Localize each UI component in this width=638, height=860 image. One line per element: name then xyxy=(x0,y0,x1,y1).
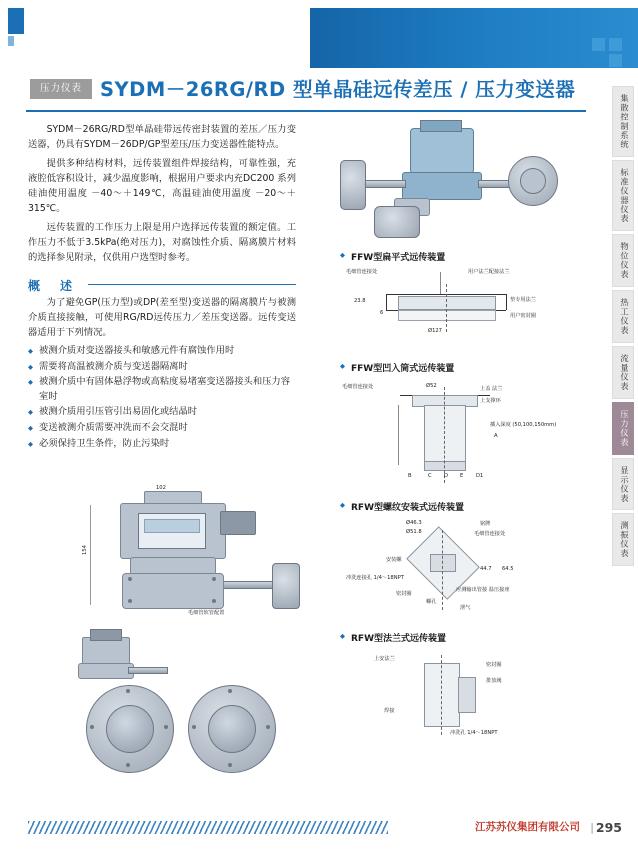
figure-3-label-6: 44.7 xyxy=(480,566,492,572)
fig2-insert-tip xyxy=(424,461,466,471)
figure-3-drawing xyxy=(340,516,558,626)
sidebar-item-pressure[interactable]: 压力仪表 xyxy=(612,402,634,455)
figure-4-label-4: 焊接 xyxy=(384,708,395,714)
sidebar-item-display[interactable]: 显示仪表 xyxy=(612,458,634,511)
figure-3-label-11: 泄气 xyxy=(460,605,471,611)
figure-2-label-1: Ø52 xyxy=(426,383,437,389)
side-tab-rail xyxy=(612,86,634,569)
dimension-label-top: 102 xyxy=(156,485,166,491)
product-housing xyxy=(410,128,474,174)
bolt-icon xyxy=(128,577,132,581)
capillary-note-label: 毛细管软管配置 xyxy=(188,610,225,616)
company-name: 江苏苏仪集团有限公司 xyxy=(475,821,580,833)
dimension-label: 154 xyxy=(81,545,88,555)
measuring-cell xyxy=(122,573,224,609)
condition-list xyxy=(28,344,296,451)
section-heading xyxy=(28,275,296,292)
footer-hatch-decoration xyxy=(28,821,388,834)
sidebar-item-standard-instruments[interactable]: 标准仪器仪表 xyxy=(612,160,634,231)
bolt-icon xyxy=(90,725,94,729)
figure-1-label-5: 用户密封圈 xyxy=(510,313,536,319)
fig1-centerline xyxy=(446,284,447,332)
sidebar-item-vibration[interactable]: 测振仪表 xyxy=(612,513,634,566)
fig1-line-right xyxy=(506,294,507,310)
figure-3-label-5: 冲洗连接孔 1/4～18NPT xyxy=(346,575,404,581)
product-measuring-cell xyxy=(402,172,482,200)
fig3-centerline xyxy=(442,530,443,610)
intro-paragraph-2: 提供多种结构材料，远传装置组件焊接结构，可靠性强，充液腔低容积设计，减少温度影响，根据用户要求内充DC200 系列硅油使用温度 －40～＋149℃，高温硅油使用温度 －20～＋315℃。 xyxy=(28,158,296,214)
figure-4-label-0: 上安法兰 xyxy=(374,656,395,662)
figure-2-label-10: D1 xyxy=(476,473,484,479)
fig2-centerline xyxy=(444,387,445,483)
header-square-1 xyxy=(592,38,605,51)
section-heading-label: 概 述 xyxy=(28,279,77,293)
product-seal-bottom xyxy=(374,206,420,238)
page-footer xyxy=(0,812,638,834)
figure-3-label-7: 64.5 xyxy=(502,566,514,572)
bolt-icon xyxy=(126,689,130,693)
fig2-insert-tube xyxy=(424,405,466,463)
figure-caption-4: ◆ RFW型法兰式远传装置 xyxy=(340,631,558,644)
page-title: SYDM－26RG/RD 型单晶硅远传差压 / 压力变送器 xyxy=(100,78,576,101)
transmitter-terminal-box xyxy=(220,511,256,535)
capillary-tube-side xyxy=(128,667,168,674)
intro-paragraph-1: SYDM－26RG/RD型单晶硅带远传密封装置的差压／压力变送器，仍具有SYDM－26DP/GP型差压/压力变送器性能特点。 xyxy=(28,124,296,150)
footer-separator: | xyxy=(590,821,594,834)
header-blue-block xyxy=(310,8,638,68)
bolt-icon xyxy=(126,763,130,767)
list-item: ◆ 被测介质用引压管引出易固化或结晶时 xyxy=(28,405,296,420)
header-square-2 xyxy=(609,38,622,51)
figure-2-label-7: C xyxy=(428,473,432,479)
fig2-dim-line xyxy=(398,405,399,465)
figure-1-label-6: 6 xyxy=(380,310,384,316)
list-item: ◆ 被测介质对变送器接头和敏感元件有腐蚀作用时 xyxy=(28,344,296,359)
transmitter-lcd xyxy=(144,519,200,533)
dimension-line-vertical xyxy=(90,505,91,605)
figure-4-label-1: 密封圈 xyxy=(486,662,502,668)
figure-1-label-1: 用户法兰配接法兰 xyxy=(468,269,510,275)
diaphragm-1 xyxy=(106,705,154,753)
fig1-line-left xyxy=(386,294,387,310)
category-tag: 压力仪表 xyxy=(30,79,92,99)
title-row xyxy=(30,76,576,110)
bolt-icon xyxy=(228,689,232,693)
figure-caption-3: ◆ RFW型螺纹安装式远传装置 xyxy=(340,500,558,513)
figure-2-label-4: 插入深度 (50,100,150mm) xyxy=(490,422,557,428)
remote-seal-flange xyxy=(272,563,300,609)
figure-2-label-5: A xyxy=(494,433,498,439)
section-intro-paragraph: 为了避免GP(压力型)或DP(差至型)变送器的隔离膜片与被测介质直接接触，可使用RG/RD远传压力／差压变送器。远传变送器适用于下列情况。 xyxy=(28,297,296,338)
transmitter-drawing xyxy=(60,485,300,785)
fig3-diaphragm xyxy=(430,554,456,572)
fig1-gasket xyxy=(398,310,496,321)
figure-caption-2: ◆ FFW型凹入筒式远传装置 xyxy=(340,361,558,374)
figure-1-label-0: 毛细管连接处 xyxy=(346,269,378,275)
figure-4-label-2: 排放阀 xyxy=(486,678,502,684)
bolt-icon xyxy=(212,577,216,581)
figure-4-label-3: 冲洗孔 1/4～18NPT xyxy=(450,730,498,736)
bolt-icon xyxy=(164,725,168,729)
corner-accent-bar-small xyxy=(8,36,14,46)
figure-2-drawing xyxy=(340,377,558,495)
figure-2-label-3: 上支撑环 xyxy=(480,398,501,404)
list-item: ◆ 变送被测介质需要冲洗而不会交混时 xyxy=(28,421,296,436)
fig4-centerline xyxy=(441,655,442,735)
transmitter-side-cap xyxy=(90,629,122,641)
transmitter-side-housing xyxy=(82,637,130,665)
sidebar-item-level[interactable]: 物位仪表 xyxy=(612,234,634,287)
sidebar-item-thermal[interactable]: 热工仪表 xyxy=(612,290,634,343)
section-heading-rule xyxy=(88,284,296,285)
figure-2-label-9: E xyxy=(460,473,464,479)
figure-3-label-4: 安装螺 xyxy=(386,557,402,563)
sidebar-item-dcs[interactable]: 集散控制系统 xyxy=(612,86,634,157)
header-square-3 xyxy=(609,54,622,67)
figure-1-label-3: 垫专用法兰 xyxy=(510,297,536,303)
product-seal-left xyxy=(340,160,366,210)
figure-1-label-4: Ø127 xyxy=(428,328,442,334)
fig1-leader-1 xyxy=(440,272,441,294)
figure-1-drawing xyxy=(340,266,558,356)
figure-3-label-9: 螺孔 xyxy=(426,599,437,605)
list-item: ◆ 需要将高温被测介质与变送器隔离时 xyxy=(28,360,296,375)
product-photo xyxy=(340,120,558,245)
bolt-icon xyxy=(266,725,270,729)
bolt-icon xyxy=(192,725,196,729)
sidebar-item-flow[interactable]: 流量仪表 xyxy=(612,346,634,399)
figure-2-label-6: B xyxy=(408,473,412,479)
figure-2-label-2: 上盖 法兰 xyxy=(480,386,503,392)
corner-accent-bar xyxy=(8,8,24,34)
product-diaphragm-right xyxy=(520,168,546,194)
product-cap xyxy=(420,120,462,132)
diaphragm-2 xyxy=(208,705,256,753)
bolt-icon xyxy=(228,763,232,767)
title-divider xyxy=(26,110,586,112)
figure-3-label-0: Ø46.3 xyxy=(406,520,422,526)
transmitter-side-neck xyxy=(78,663,134,679)
list-item: ◆ 被测介质中有固体悬浮物或高粘度易堵塞变送器接头和压力容室时 xyxy=(28,375,296,404)
figure-2-label-0: 毛细管连接处 xyxy=(342,384,374,390)
fig4-flange-body xyxy=(424,663,460,727)
figure-3-label-2: 铭牌 xyxy=(480,521,491,527)
list-item: ◆ 必须保持卫生条件，防止污染时 xyxy=(28,437,296,452)
figure-2-label-8: D xyxy=(444,473,448,479)
fig4-neck xyxy=(458,677,476,713)
figure-3-label-8: 密封圈 xyxy=(396,591,412,597)
left-text-column xyxy=(28,122,296,452)
page-number: 295 xyxy=(595,820,622,835)
fig1-seal-body xyxy=(398,296,496,310)
figure-caption-1: ◆ FFW型扁平式远传装置 xyxy=(340,250,558,263)
figure-3-label-1: Ø51.8 xyxy=(406,529,422,535)
top-banner xyxy=(0,0,638,76)
intro-paragraph-3: 远传装置的工作压力上限是用户选择远传装置的额定值。工作压力不低于3.5kPa(绝对压力)，对腐蚀性介质、隔离膜片材料的选择参见附录，仅供用户选型时参考。 xyxy=(28,222,296,263)
figure-4-drawing xyxy=(340,647,558,747)
figure-1-label-2: 23.8 xyxy=(354,298,366,304)
bolt-icon xyxy=(128,599,132,603)
figure-3-label-3: 毛细管连接处 xyxy=(474,531,506,537)
right-figure-column xyxy=(340,120,558,747)
bolt-icon xyxy=(212,599,216,603)
figure-3-label-10: 应测输出管接 温压接座 xyxy=(456,587,510,593)
